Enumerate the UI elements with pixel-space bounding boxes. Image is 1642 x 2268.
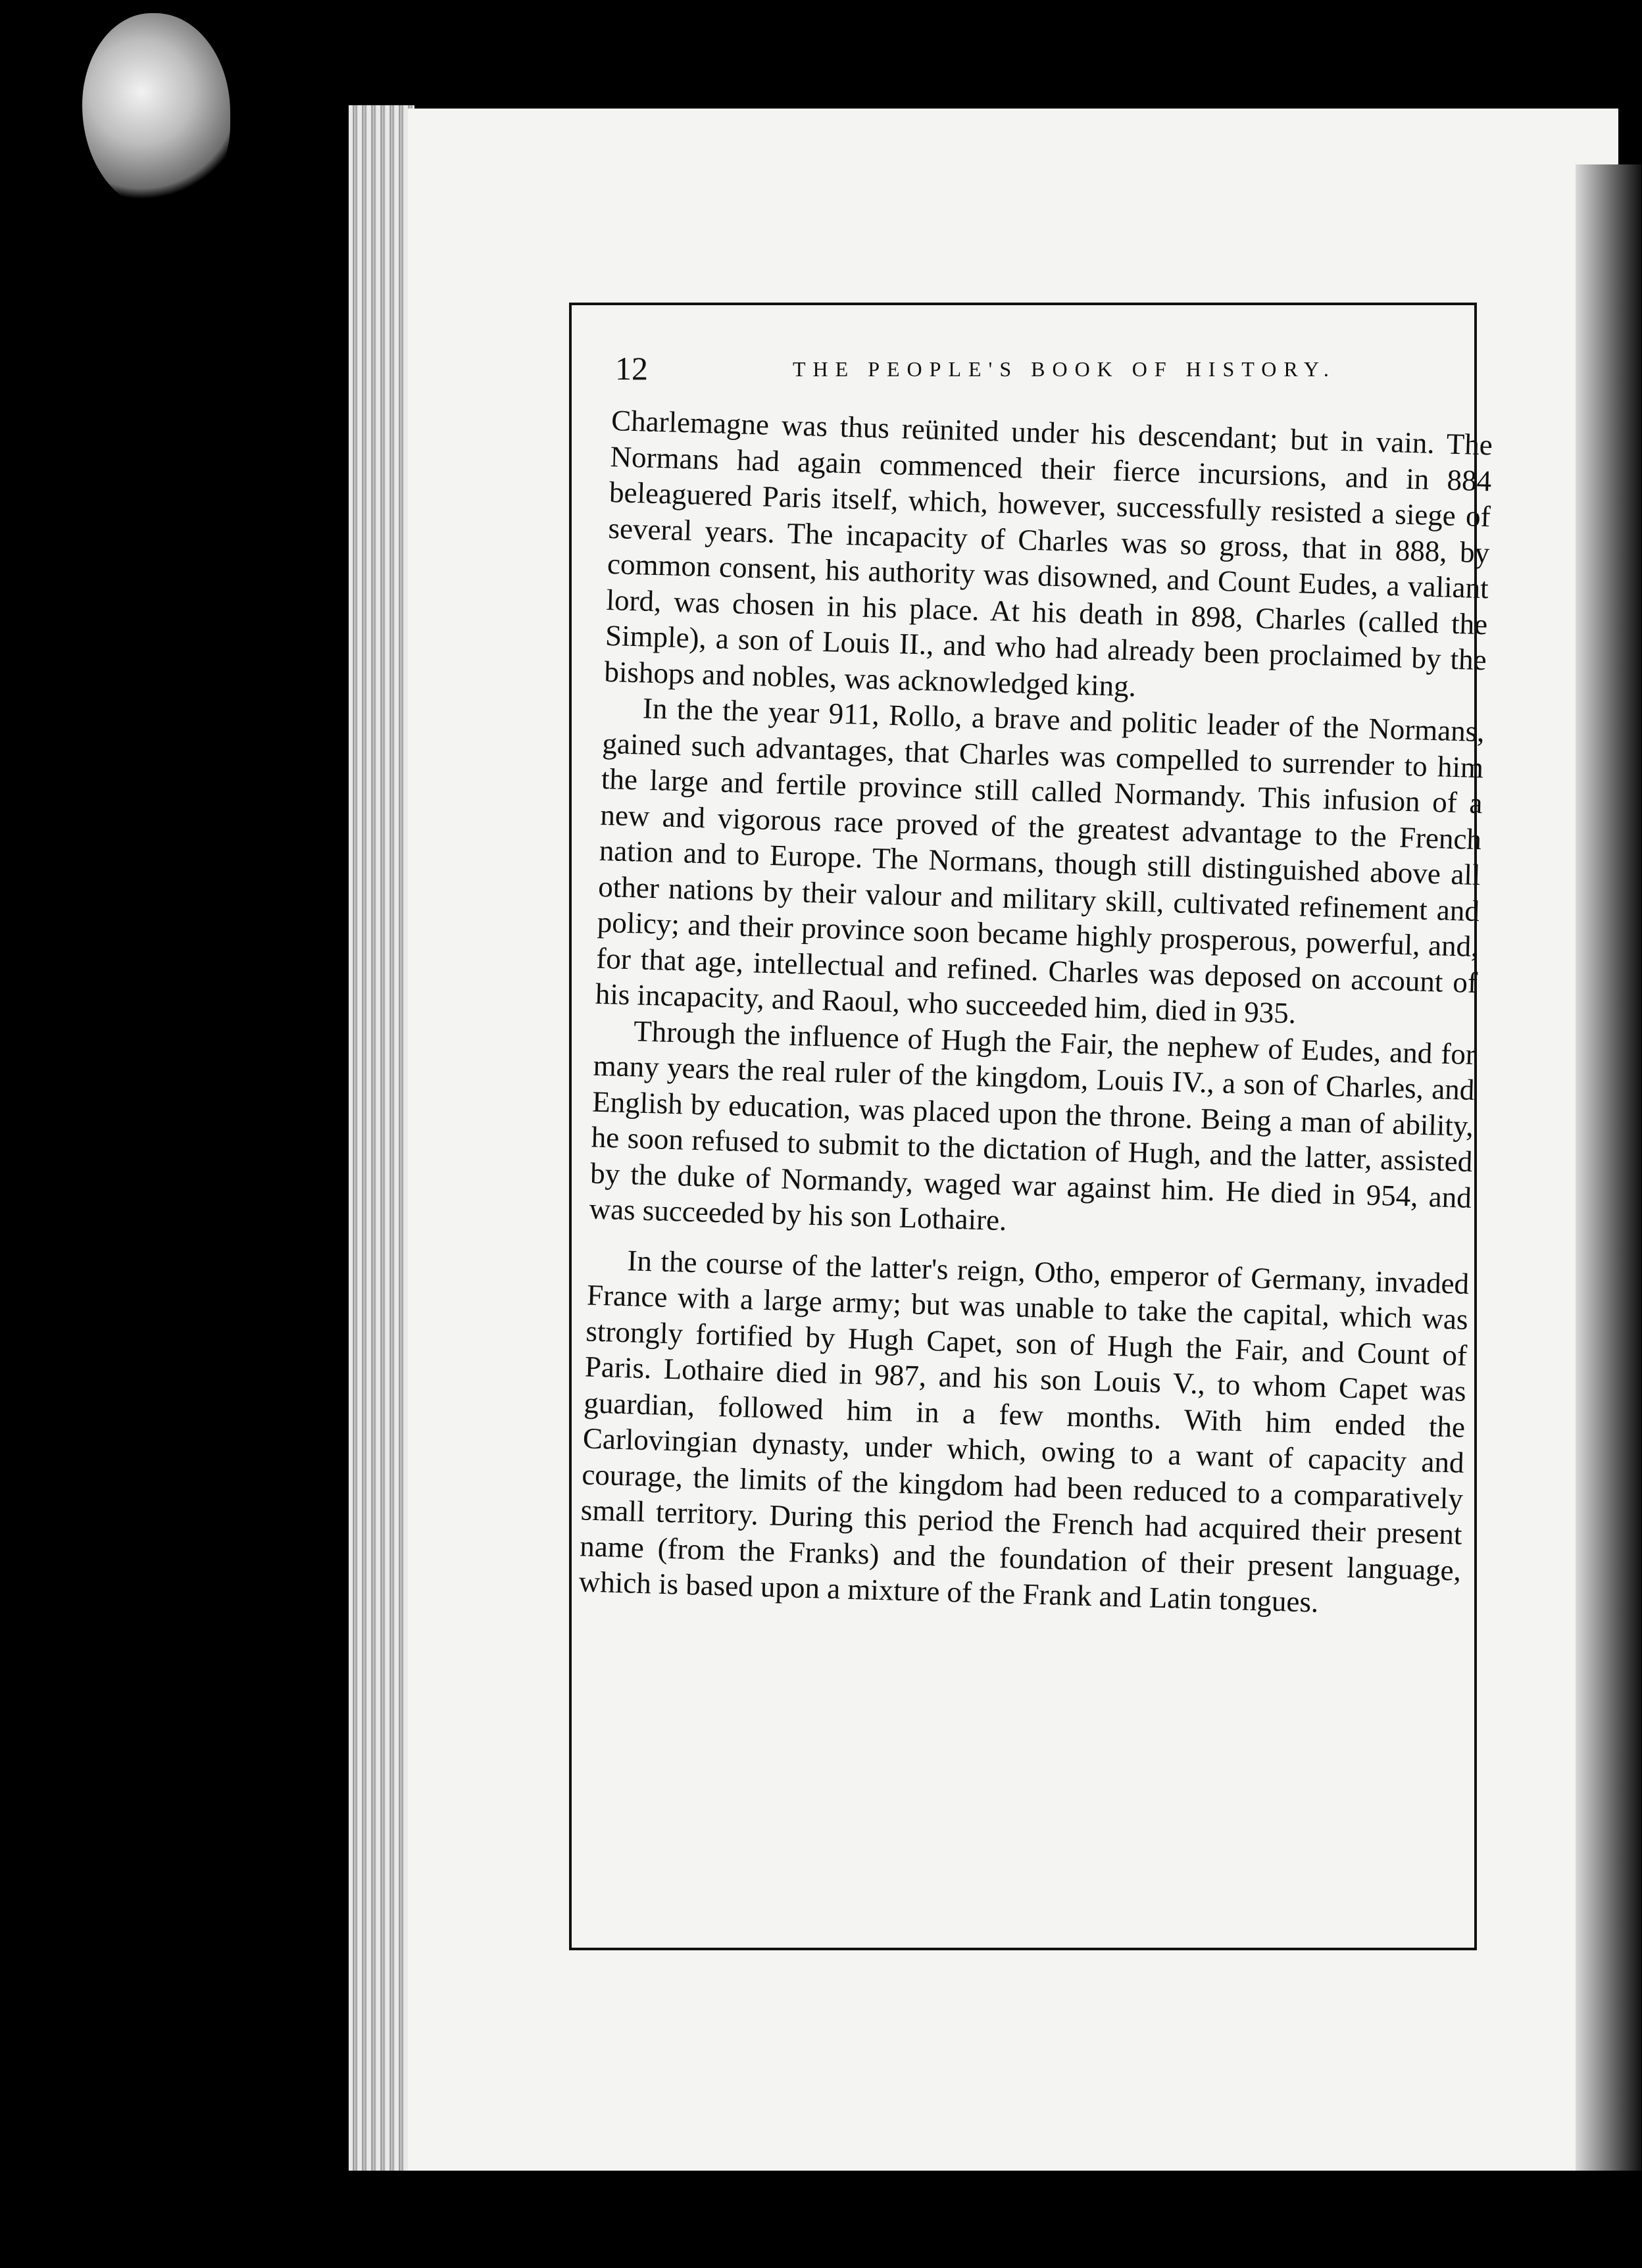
page-shadow xyxy=(1576,164,1641,2171)
paragraph-3: Through the influence of Hugh the Fair, the nephew of Eudes, and for many years the real ruler of the kingdom, Louis IV., a son of Charles, and English by education, was placed upon the throne. Being a man of ability, he soon refused to submit to the dictation of Hugh, and the latter, assisted by the duke of Normandy, waged war against him. He died in 954, and was succeeded by his son Lothaire. xyxy=(589,1014,1476,1237)
page-number: 12 xyxy=(615,350,648,387)
book-page-edges xyxy=(349,105,414,2171)
body-text xyxy=(578,403,1493,1624)
dust-speck xyxy=(82,13,230,210)
paragraph-1: Charlemagne was thus reünited under his descendant; but in vain. The Normans had again commenced their fierce incursions, and in 884 beleaguered Paris itself, which, however, successfully resisted a siege of several years. The incapacity of Charles was so gross, that in 888, by common consent, his authority was disowned, and Count Eudes, a valiant lord, was chosen in his place. At his death in 898, Charles (called the Simple), a son of Louis II., and who had already been proclaimed by the bishops and nobles, was acknowledged king. xyxy=(603,403,1493,703)
running-title: THE PEOPLE'S BOOK OF HISTORY. xyxy=(793,357,1336,381)
page-header xyxy=(615,345,1474,391)
paragraph-2: In the the year 911, Rollo, a brave and politic leader of the Normans, gained such advantages, that Charles was compelled to surrender to him the large and fertile province still called Normandy. This infusion of a new and vigorous race proved of the greatest advantage to the French nation and to Europe. The Normans, though still distinguished above all other nations by their valour and military skill, cultivated refinement and policy; and their province soon became highly prosperous, powerful, and, for that age, intellectual and refined. Charles was deposed on account of his incapacity, and Raoul, who succeeded him, died in 935. xyxy=(595,691,1485,1030)
paragraph-4: In the course of the latter's reign, Otho, emperor of Germany, invaded France with a large army; but was unable to take the capital, which was strongly fortified by Hugh Capet, son of Hugh the Fair, and Count of Paris. Lothaire died in 987, and his son Louis V., to whom Capet was guardian, followed him in a few months. With him ended the Carlovingian dynasty, under which, owing to a want of capacity and courage, the limits of the kingdom had been reduced to a comparatively small territory. During this period the French had acquired their present name (from the Franks) and the foundation of their present language, which is based upon a mixture of the Frank and Latin tongues. xyxy=(578,1243,1470,1619)
